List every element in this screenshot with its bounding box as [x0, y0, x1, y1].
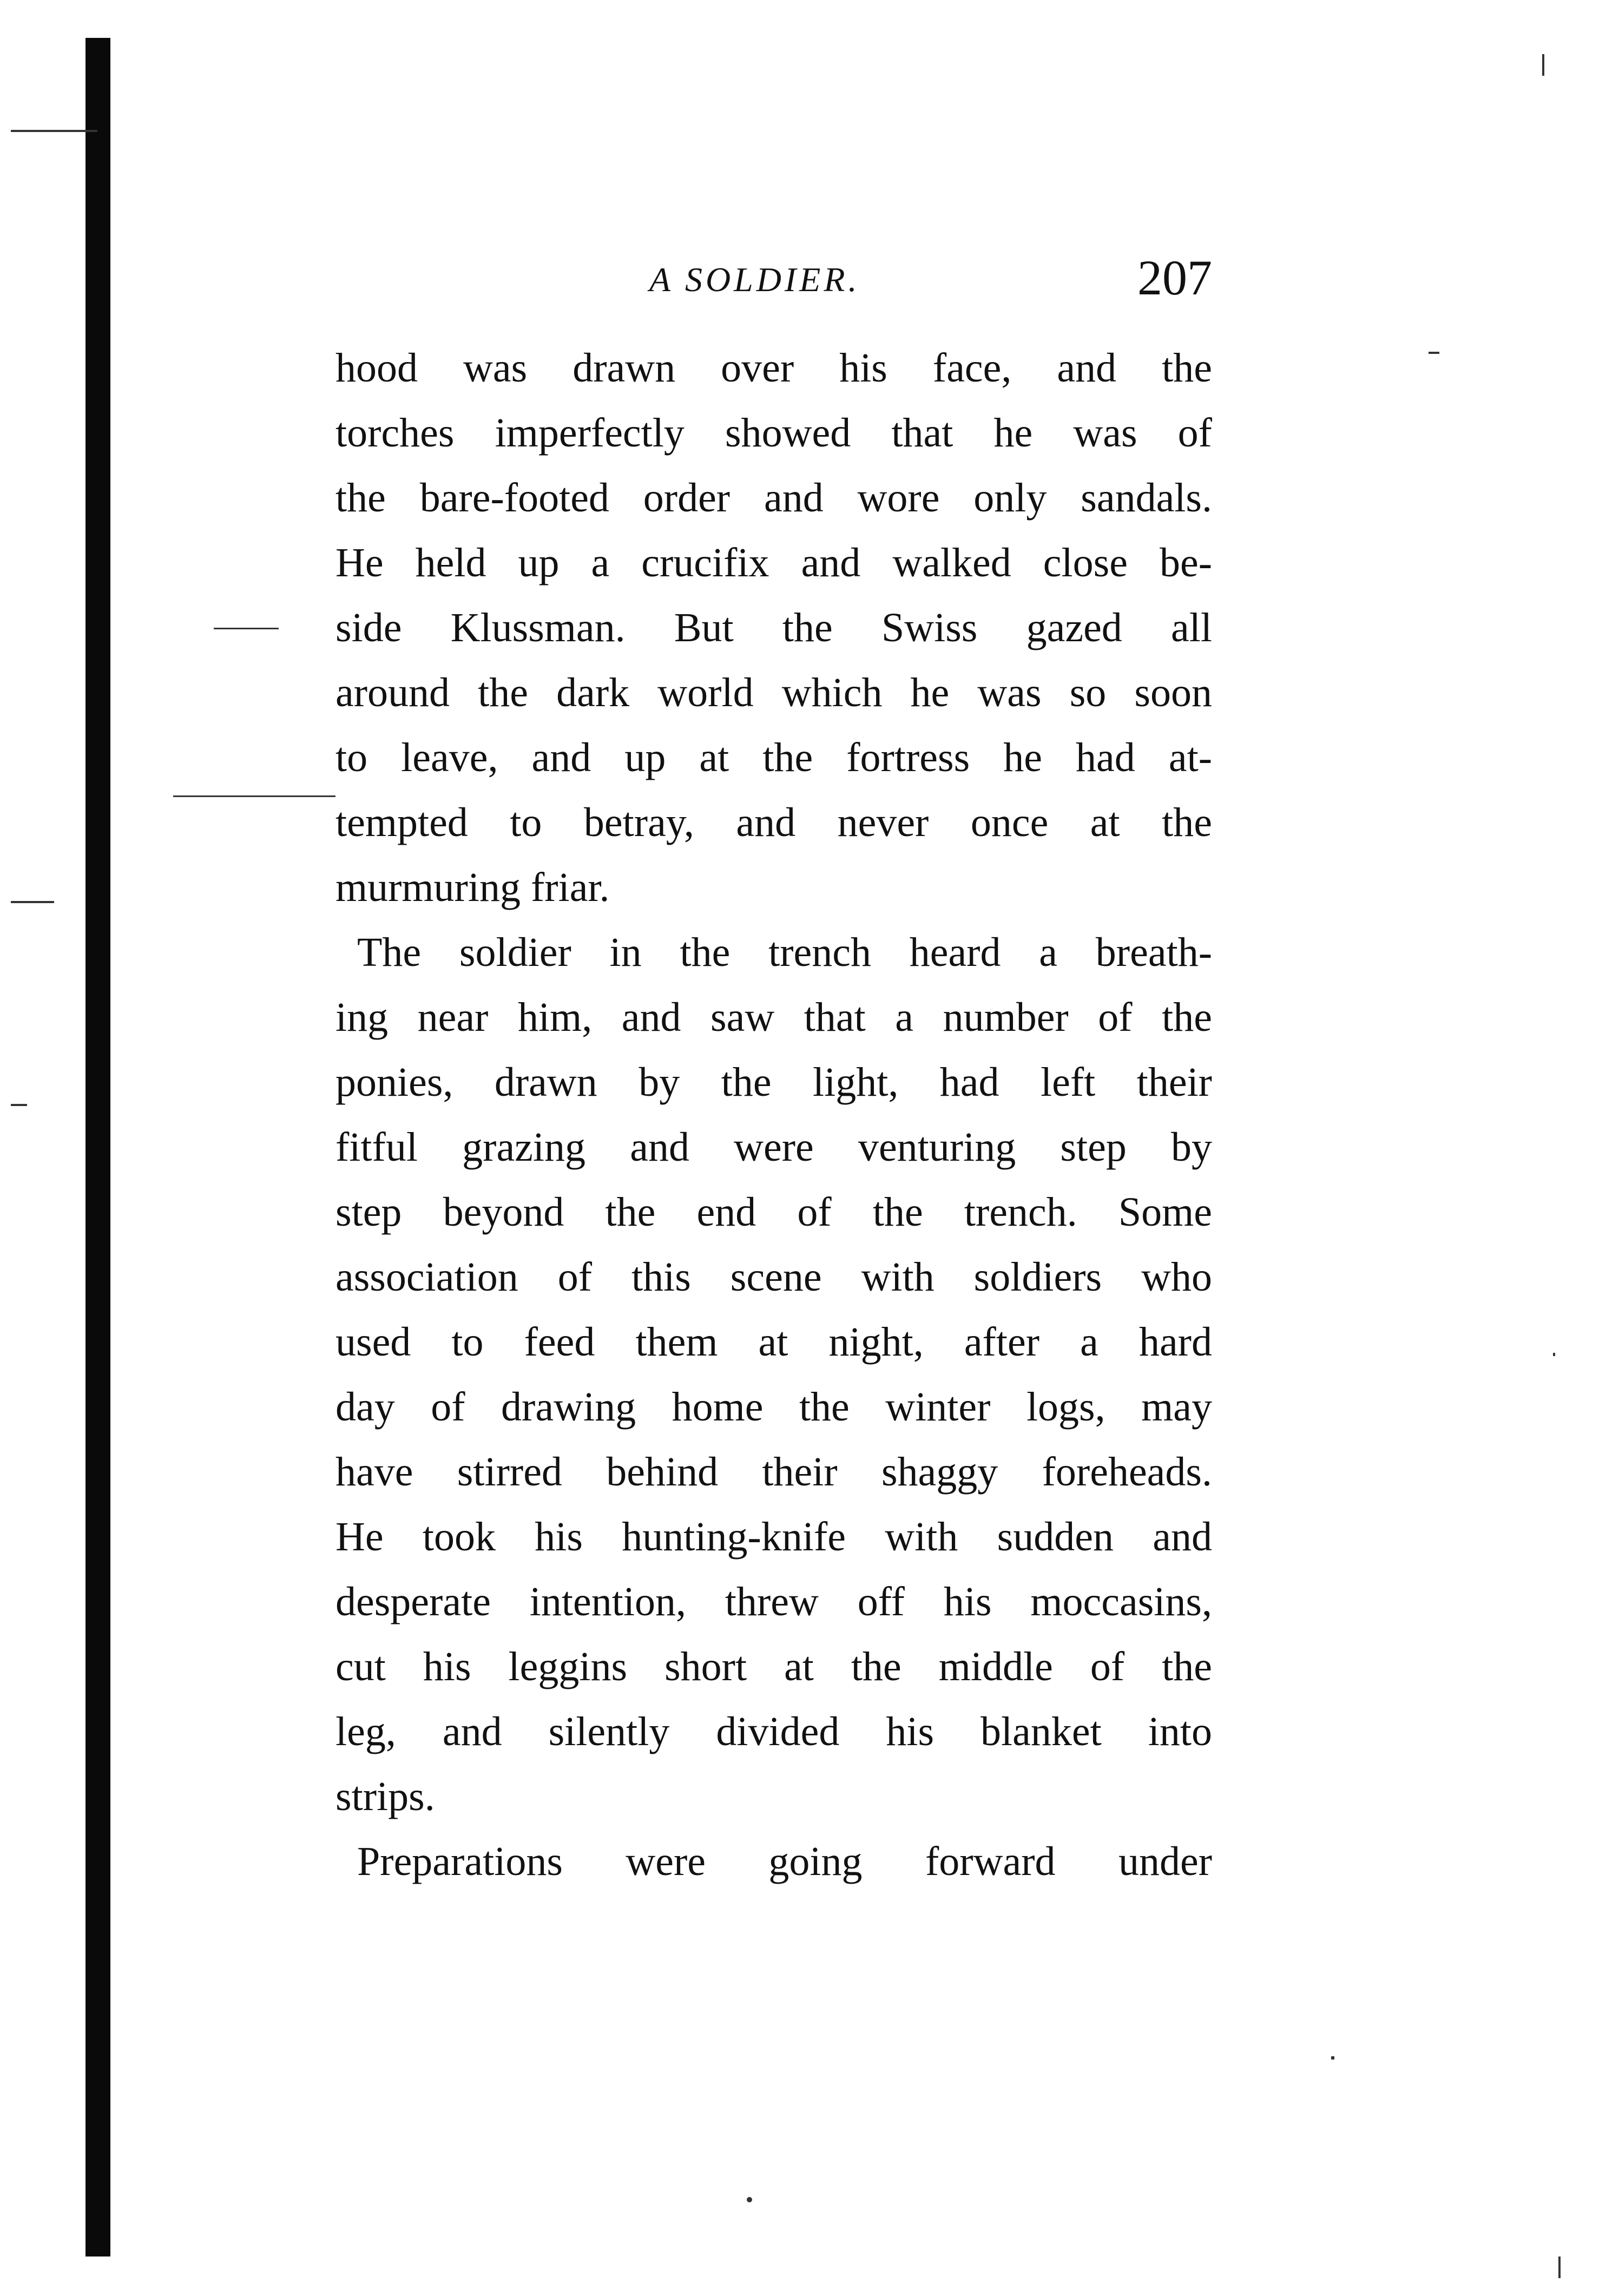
- running-head: [325, 249, 1212, 325]
- binding-edge: [85, 38, 110, 2256]
- margin-mark: [11, 130, 97, 132]
- text-line: hood was drawn over his face, and the: [335, 345, 1212, 391]
- text-line: ing near him, and saw that a number of the: [335, 995, 1212, 1040]
- margin-mark: [11, 901, 54, 903]
- margin-mark: [11, 1104, 27, 1106]
- text-line: the bare-footed order and wore only sandals.: [335, 475, 1212, 521]
- text-line: murmuring friar.: [335, 865, 610, 910]
- margin-mark: [1331, 2056, 1334, 2060]
- margin-mark: [1429, 352, 1439, 354]
- text-line: step beyond the end of the trench. Some: [335, 1189, 1212, 1235]
- text-line: used to feed them at night, after a hard: [335, 1319, 1212, 1365]
- margin-mark: [173, 795, 335, 797]
- page-number: 207: [1137, 250, 1212, 305]
- text-line: He took his hunting-knife with sudden and: [335, 1514, 1212, 1560]
- margin-mark: [747, 2197, 752, 2202]
- margin-mark: [1542, 54, 1544, 76]
- text-line: association of this scene with soldiers who: [335, 1254, 1212, 1300]
- running-title: A SOLDIER.: [649, 260, 860, 299]
- margin-mark: [1553, 1353, 1555, 1356]
- text-line: desperate intention, threw off his moccasins,: [335, 1579, 1212, 1624]
- text-line: torches imperfectly showed that he was of: [335, 410, 1212, 456]
- text-line: to leave, and up at the fortress he had at-: [335, 735, 1212, 780]
- text-line: tempted to betray, and never once at the: [335, 800, 1212, 845]
- text-line: He held up a crucifix and walked close be-: [335, 540, 1212, 585]
- text-line: The soldier in the trench heard a breath-: [357, 930, 1212, 975]
- text-line: day of drawing home the winter logs, may: [335, 1384, 1212, 1430]
- margin-mark: [1558, 2256, 1561, 2278]
- margin-mark: [214, 628, 279, 629]
- text-line: side Klussman. But the Swiss gazed all: [335, 605, 1212, 650]
- text-line: around the dark world which he was so soon: [335, 670, 1212, 715]
- text-line: cut his leggins short at the middle of the: [335, 1644, 1212, 1689]
- text-line: have stirred behind their shaggy foreheads.: [335, 1449, 1212, 1495]
- text-line: leg, and silently divided his blanket into: [335, 1709, 1212, 1754]
- text-line: strips.: [335, 1774, 435, 1819]
- text-line: ponies, drawn by the light, had left their: [335, 1060, 1212, 1105]
- body-text: [335, 335, 1212, 1894]
- text-line: fitful grazing and were venturing step by: [335, 1124, 1212, 1170]
- text-line: Preparations were going forward under: [357, 1839, 1212, 1884]
